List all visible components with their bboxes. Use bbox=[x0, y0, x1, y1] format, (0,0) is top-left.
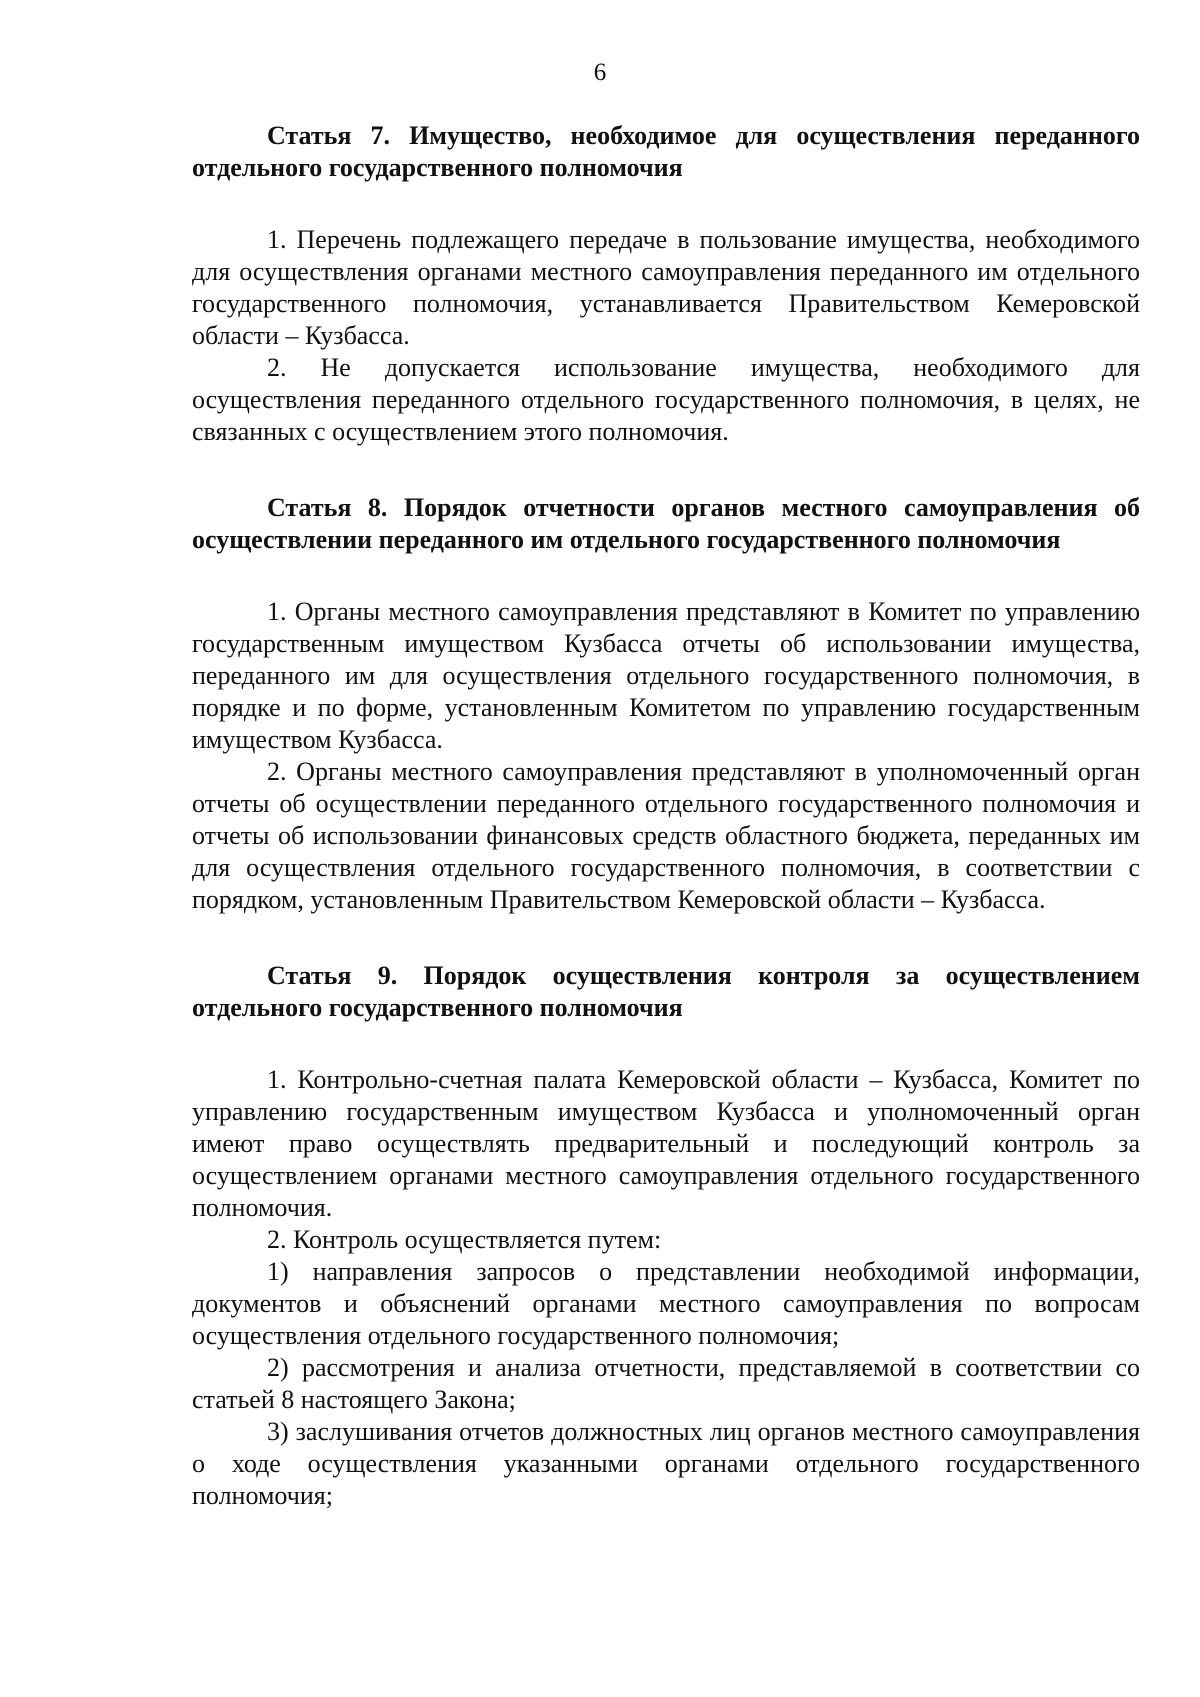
article-7 bbox=[192, 120, 1140, 448]
article-heading: Статья 9. Порядок осуществления контроля за осуществлением отдельного государственного полномочия bbox=[192, 961, 1140, 1022]
page-number: 6 bbox=[593, 59, 607, 86]
paragraph: 2. Органы местного самоуправления представляют в уполномоченный орган отчеты об осуществлении переданного отдельного государственного полномочия и отчеты об использовании финансовых средств областного бюджета, переданных им для осуществления отдельного государственного полномочия, в соответствии с порядком, установленным Правительством Кемеровской области – Кузбасса. bbox=[192, 757, 1140, 914]
list-item: 1) направления запросов о представлении необходимой информации, документов и объяснений органами местного самоуправления по вопросам осуществления отдельного государственного полномочия; bbox=[192, 1257, 1140, 1350]
paragraph: 1. Органы местного самоуправления представляют в Комитет по управлению государственным имуществом Кузбасса отчеты об использовании имущества, переданного им для осуществления отдельного государственного полномочия, в порядке и по форме, установленным Комитетом по управлению государственным имуществом Кузбасса. bbox=[192, 597, 1140, 754]
paragraph: 1. Контрольно-счетная палата Кемеровской области – Кузбасса, Комитет по управлению государственным имуществом Кузбасса и уполномоченный орган имеют право осуществлять предварительный и последующий контроль за осуществлением органами местного самоуправления отдельного государственного полномочия. bbox=[192, 1065, 1140, 1222]
paragraph: 2. Не допускается использование имущества, необходимого для осуществления переданного отдельного государственного полномочия, в целях, не связанных с осуществлением этого полномочия. bbox=[192, 353, 1140, 446]
document-body bbox=[192, 120, 1140, 1512]
paragraph: 2. Контроль осуществляется путем: bbox=[267, 1225, 662, 1254]
article-heading: Статья 7. Имущество, необходимое для осуществления переданного отдельного государственного полномочия bbox=[192, 121, 1140, 182]
article-heading: Статья 8. Порядок отчетности органов местного самоуправления об осуществлении переданного им отдельного государственного полномочия bbox=[192, 493, 1140, 554]
list-item: 2) рассмотрения и анализа отчетности, представляемой в соответствии со статьей 8 настоящего Закона; bbox=[192, 1353, 1140, 1414]
article-9 bbox=[192, 960, 1140, 1512]
paragraph: 1. Перечень подлежащего передаче в пользование имущества, необходимого для осуществления органами местного самоуправления переданного им отдельного государственного полномочия, устанавливается Правительством Кемеровской области – Кузбасса. bbox=[192, 225, 1140, 350]
list-item: 3) заслушивания отчетов должностных лиц органов местного самоуправления о ходе осуществления указанными органами отдельного государственного полномочия; bbox=[192, 1417, 1140, 1510]
article-8 bbox=[192, 492, 1140, 916]
